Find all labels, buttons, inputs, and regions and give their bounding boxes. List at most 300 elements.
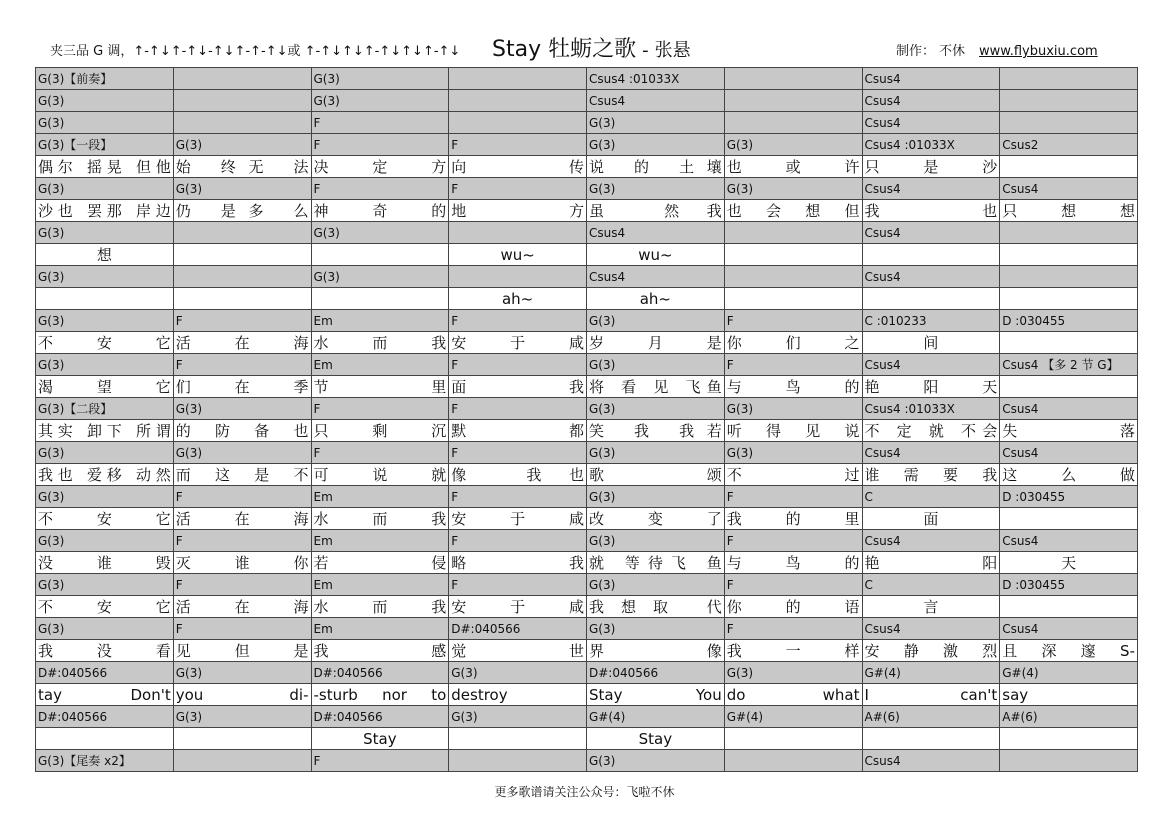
lyric-cell (449, 376, 587, 398)
lyric-text: destroy (451, 685, 508, 704)
chord-cell: Em (311, 310, 449, 332)
lyric-text: 渴 望 它 (38, 378, 171, 396)
lyric-text: 偶尔 摇晃 但他 (38, 158, 171, 176)
chord-cell: Em (311, 618, 449, 640)
lyric-cell (724, 244, 862, 266)
lyric-cell (587, 156, 725, 178)
lyric-text: 活 在 海 (175, 510, 309, 528)
lyric-text: 失 落 (1002, 422, 1135, 440)
lyric-text: 只 剩 沉 (313, 422, 447, 440)
lyric-row (36, 332, 1138, 354)
chord-row (36, 486, 1138, 508)
lyric-row (36, 376, 1138, 398)
lyric-row (36, 640, 1138, 662)
lyric-text: 听 得 见 说 (726, 422, 860, 440)
chord-cell: G(3) (587, 442, 725, 464)
lyric-cell (311, 156, 449, 178)
lyric-text: 神 奇 的 (313, 202, 447, 220)
lyric-cell (449, 288, 587, 310)
lyric-text: 谁 需 要 我 (864, 466, 998, 484)
lyric-cell (724, 464, 862, 486)
chord-cell: Csus4 (1000, 618, 1138, 640)
lyric-cell (173, 464, 311, 486)
lyric-text: Stay (363, 729, 397, 748)
lyric-cell (449, 552, 587, 574)
chord-cell: G(3) (173, 398, 311, 420)
chord-cell: G(3) (311, 68, 449, 90)
lyric-cell (587, 200, 725, 222)
chord-cell: G(3) (36, 442, 174, 464)
lyric-text: 与 鸟 的 (726, 554, 860, 572)
lyric-text: 面 (923, 510, 939, 528)
chord-row (36, 706, 1138, 728)
lyric-text: 我 没 看 (38, 642, 171, 660)
chord-cell: F (311, 398, 449, 420)
lyric-cell (311, 596, 449, 618)
lyric-cell (449, 156, 587, 178)
lyric-cell (36, 332, 174, 354)
chord-cell: F (311, 442, 449, 464)
chord-cell: G(3) (587, 354, 725, 376)
lyric-text: 没 谁 毁 (38, 554, 171, 572)
chord-cell: G(3) (36, 618, 174, 640)
lyric-cell (449, 420, 587, 442)
lyric-cell (587, 508, 725, 530)
lyric-cell (36, 156, 174, 178)
lyric-cell (449, 596, 587, 618)
chord-cell: F (449, 134, 587, 156)
lyric-cell (724, 288, 862, 310)
chord-cell: G(3) (587, 178, 725, 200)
lyric-row (36, 596, 1138, 618)
chord-cell: D#:040566 (587, 662, 725, 684)
lyric-text: 笑 我 我若 (589, 422, 722, 440)
chord-cell (449, 112, 587, 134)
chord-cell (1000, 750, 1138, 772)
chord-cell: Em (311, 530, 449, 552)
lyric-cell (449, 508, 587, 530)
lyric-cell (587, 684, 725, 706)
chord-cell: Csus4 :01033X (862, 398, 1000, 420)
lyric-cell (587, 288, 725, 310)
lyric-cell (311, 244, 449, 266)
chord-cell: Csus4 (862, 90, 1000, 112)
lyric-row (36, 288, 1138, 310)
lyric-text: 界 像 (589, 642, 722, 660)
lyric-text: 就 等待飞 鱼 (589, 554, 722, 572)
lyric-cell (173, 376, 311, 398)
lyric-text: 我 的 里 (726, 510, 860, 528)
chord-cell: G#(4) (1000, 662, 1138, 684)
lyric-text: 沙也 罢那 岸边 (38, 202, 171, 220)
lyric-text: 间 (923, 334, 939, 352)
lyric-cell (449, 640, 587, 662)
lyric-text: 安 于 咸 (451, 598, 584, 616)
chord-cell (724, 266, 862, 288)
chord-cell: G(3) (36, 90, 174, 112)
lyric-text: 活 在 海 (175, 598, 309, 616)
chord-cell: Csus4 (1000, 530, 1138, 552)
chord-cell: G(3) (36, 310, 174, 332)
lyric-row (36, 420, 1138, 442)
lyric-cell (1000, 288, 1138, 310)
lyric-text: ah~ (501, 289, 534, 308)
chord-row (36, 134, 1138, 156)
chord-cell: Em (311, 574, 449, 596)
chord-cell: G(3) (587, 398, 725, 420)
lyric-text: 天 (1061, 554, 1077, 572)
lyric-text: 仍 是多 么 (175, 202, 309, 220)
lyric-text: -sturb nor to (313, 685, 447, 704)
chord-cell: C (862, 574, 1000, 596)
lyric-cell (311, 200, 449, 222)
chord-cell (724, 90, 862, 112)
chord-cell: Csus4 (862, 266, 1000, 288)
lyric-cell (862, 332, 1000, 354)
lyric-text: say (1002, 685, 1029, 704)
chord-cell: G#(4) (862, 662, 1000, 684)
lyric-cell (311, 376, 449, 398)
chord-cell: G(3) (173, 178, 311, 200)
chord-row (36, 266, 1138, 288)
lyric-cell (1000, 420, 1138, 442)
title-separator: - (642, 40, 649, 61)
chord-cell (449, 750, 587, 772)
chord-cell (173, 90, 311, 112)
chord-cell: F (449, 530, 587, 552)
lyric-row (36, 552, 1138, 574)
lyric-text: 灭 谁 你 (175, 554, 309, 572)
lyric-cell (36, 376, 174, 398)
chord-cell (173, 266, 311, 288)
lyric-text: 我 也 (864, 202, 998, 220)
lyric-cell (862, 596, 1000, 618)
lyric-text: 言 (923, 598, 939, 616)
lyric-cell (449, 200, 587, 222)
chord-cell: G#(4) (587, 706, 725, 728)
lyric-cell (862, 508, 1000, 530)
lyric-text: 始 终无 法 (175, 158, 309, 176)
lyric-cell (36, 552, 174, 574)
lyric-text: 不 安 它 (38, 598, 171, 616)
lyric-text: 节 里 (313, 378, 447, 396)
chord-cell: G(3) (587, 750, 725, 772)
lyric-text: Stay (638, 729, 673, 748)
lyric-cell (173, 332, 311, 354)
chord-cell: G(3) (36, 266, 174, 288)
chord-cell: Csus4 (862, 354, 1000, 376)
lyric-cell (36, 728, 174, 750)
lyric-row (36, 728, 1138, 750)
lyric-cell (311, 508, 449, 530)
lyric-text: 水 而 我 (313, 334, 447, 352)
lyric-text: 将 看 见 飞鱼 (589, 378, 722, 396)
chord-cell: G(3) (449, 706, 587, 728)
lyric-text: 安 于 咸 (451, 334, 584, 352)
chord-cell (173, 222, 311, 244)
chord-cell: F (449, 574, 587, 596)
chord-cell: G(3) (311, 222, 449, 244)
lyric-text: 安 于 咸 (451, 510, 584, 528)
chord-cell: G(3) (311, 266, 449, 288)
strum-pattern: 夹三品 G 调，↑-↑↓↑-↑↓-↑↓↑-↑-↑↓或 ↑-↑↓↑↓↑-↑↓↑↓↑-↑↓ (50, 44, 461, 59)
chord-cell: F (449, 178, 587, 200)
lyric-text: 面 我 (451, 378, 584, 396)
lyric-cell (862, 244, 1000, 266)
lyric-text: 略 我 (451, 554, 584, 572)
lyric-cell (724, 420, 862, 442)
lyric-cell (862, 288, 1000, 310)
chord-cell: G(3) (724, 442, 862, 464)
lyric-text: I can't (864, 685, 998, 704)
chord-cell: Csus4 【多 2 节 G】 (1000, 354, 1138, 376)
lyric-text: 见 但 是 (175, 642, 309, 660)
lyric-cell (36, 464, 174, 486)
chord-cell: D :030455 (1000, 310, 1138, 332)
lyric-text: 们 在 季 (175, 378, 309, 396)
chord-cell: F (724, 310, 862, 332)
credit-label: 制作： (896, 44, 936, 59)
chord-row (36, 662, 1138, 684)
lyric-cell (449, 244, 587, 266)
lyric-cell (724, 684, 862, 706)
lyric-cell (862, 200, 1000, 222)
chord-cell (449, 266, 587, 288)
credit-name: 不休 (939, 44, 966, 59)
lyric-cell (587, 244, 725, 266)
lyric-cell (862, 684, 1000, 706)
lyric-text: 不 安 它 (38, 510, 171, 528)
lyric-cell (1000, 552, 1138, 574)
chord-cell: Csus4 (862, 68, 1000, 90)
chord-cell: F (311, 750, 449, 772)
chord-cell (1000, 222, 1138, 244)
lyric-cell (724, 376, 862, 398)
chord-cell: Csus4 (862, 618, 1000, 640)
lyric-cell (724, 200, 862, 222)
lyric-text: 这 么 做 (1002, 466, 1135, 484)
song-title: Stay 牡蛎之歌 (492, 37, 637, 62)
lyric-cell (1000, 728, 1138, 750)
lyric-row (36, 508, 1138, 530)
chord-row (36, 310, 1138, 332)
chord-cell: G(3)【二段】 (36, 398, 174, 420)
chord-sheet-table (35, 67, 1138, 772)
lyric-text: Stay You (589, 685, 722, 704)
lyric-cell (1000, 464, 1138, 486)
chord-cell: F (173, 310, 311, 332)
lyric-text: 你 的 语 (726, 598, 860, 616)
lyric-cell (311, 288, 449, 310)
chord-cell (449, 68, 587, 90)
chord-cell: C :010233 (862, 310, 1000, 332)
lyric-cell (36, 640, 174, 662)
chord-cell: F (724, 486, 862, 508)
lyric-text: 的 防 备 也 (175, 422, 309, 440)
lyric-cell (173, 156, 311, 178)
lyric-cell (862, 156, 1000, 178)
chord-cell: F (449, 442, 587, 464)
chord-cell: G(3)【尾奏 x2】 (36, 750, 174, 772)
lyric-text: 决 定 方 (313, 158, 447, 176)
chord-cell: D#:040566 (36, 706, 174, 728)
chord-row (36, 354, 1138, 376)
chord-row (36, 68, 1138, 90)
chord-cell: G(3) (36, 530, 174, 552)
chord-cell: D#:040566 (311, 706, 449, 728)
chord-cell: Csus4 (862, 178, 1000, 200)
chord-cell: G(3) (36, 574, 174, 596)
lyric-text: 其实 卸下 所谓 (38, 422, 171, 440)
lyric-text: 只 是 沙 (864, 158, 998, 176)
chord-cell: Csus4 :01033X (587, 68, 725, 90)
chord-cell: G(3) (173, 662, 311, 684)
lyric-row (36, 244, 1138, 266)
lyric-cell (1000, 332, 1138, 354)
chord-cell: Csus4 :01033X (862, 134, 1000, 156)
chord-cell: F (449, 398, 587, 420)
lyric-text: 可 说 就 (313, 466, 447, 484)
lyric-cell (36, 244, 174, 266)
chord-cell: Csus4 (1000, 442, 1138, 464)
lyric-cell (173, 684, 311, 706)
chord-cell: G(3)【前奏】 (36, 68, 174, 90)
chord-cell: F (173, 486, 311, 508)
chord-cell: F (173, 574, 311, 596)
lyric-text: 虽 然我 (589, 202, 722, 220)
sheet-header (0, 30, 1169, 66)
lyric-row (36, 684, 1138, 706)
lyric-text: 且 深 邃 S- (1002, 642, 1135, 660)
lyric-cell (587, 640, 725, 662)
lyric-cell (1000, 244, 1138, 266)
lyric-cell (724, 156, 862, 178)
footer-note: 更多歌谱请关注公众号：飞啦不休 (494, 785, 675, 799)
lyric-cell (173, 508, 311, 530)
lyric-row (36, 156, 1138, 178)
lyric-cell (1000, 640, 1138, 662)
lyric-text: 而 这 是 不 (175, 466, 309, 484)
lyric-text: 我也 爱移 动然 (38, 466, 171, 484)
chord-cell: D#:040566 (311, 662, 449, 684)
chord-cell: G(3) (36, 354, 174, 376)
chord-cell: G(3) (587, 618, 725, 640)
lyric-cell (36, 288, 174, 310)
chord-cell: F (724, 530, 862, 552)
lyric-text: 歌 颂 (589, 466, 722, 484)
chord-cell: Csus4 (862, 442, 1000, 464)
chord-cell (173, 68, 311, 90)
lyric-cell (173, 200, 311, 222)
chord-cell: G(3) (587, 310, 725, 332)
lyric-text: 与 鸟 的 (726, 378, 860, 396)
lyric-cell (724, 552, 862, 574)
lyric-cell (587, 420, 725, 442)
lyric-cell (1000, 596, 1138, 618)
chord-row (36, 90, 1138, 112)
song-title-block (492, 32, 691, 63)
lyric-text: 水 而 我 (313, 598, 447, 616)
lyric-cell (1000, 156, 1138, 178)
lyric-cell (36, 684, 174, 706)
lyric-cell (173, 596, 311, 618)
chord-cell: Csus4 (587, 222, 725, 244)
lyric-cell (724, 728, 862, 750)
chord-cell: F (311, 134, 449, 156)
lyric-text: 活 在 海 (175, 334, 309, 352)
chord-sheet-body (36, 68, 1138, 772)
chord-cell: G(3) (36, 178, 174, 200)
lyric-cell (1000, 200, 1138, 222)
lyric-text: wu~ (638, 245, 673, 264)
lyric-text: 觉 世 (451, 642, 584, 660)
chord-cell: G(3) (36, 222, 174, 244)
chord-cell: F (724, 574, 862, 596)
chord-cell (449, 90, 587, 112)
lyric-text: 不 安 它 (38, 334, 171, 352)
chord-row (36, 574, 1138, 596)
chord-cell: G(3) (173, 134, 311, 156)
lyric-cell (311, 420, 449, 442)
chord-cell: Em (311, 354, 449, 376)
chord-cell: F (724, 618, 862, 640)
lyric-cell (449, 684, 587, 706)
lyric-cell (173, 552, 311, 574)
lyric-cell (449, 728, 587, 750)
lyric-cell (311, 728, 449, 750)
lyric-cell (862, 420, 1000, 442)
lyric-text: do what (726, 685, 860, 704)
chord-row (36, 222, 1138, 244)
chord-cell (724, 750, 862, 772)
chord-cell: G(3) (724, 398, 862, 420)
chord-cell: F (449, 354, 587, 376)
lyric-cell (587, 596, 725, 618)
chord-cell: D :030455 (1000, 486, 1138, 508)
lyric-text: 改 变 了 (589, 510, 722, 528)
lyric-text: you di- (175, 685, 309, 704)
lyric-cell (587, 728, 725, 750)
lyric-cell (724, 596, 862, 618)
chord-cell: F (724, 354, 862, 376)
lyric-text: 安 静 激 烈 (864, 642, 998, 660)
lyric-text: ah~ (639, 289, 672, 308)
lyric-cell (36, 420, 174, 442)
chord-row (36, 530, 1138, 552)
chord-cell: G(3) (724, 178, 862, 200)
chord-cell: Csus2 (1000, 134, 1138, 156)
lyric-text: 说 的 土壤 (589, 158, 722, 176)
chord-cell: F (173, 530, 311, 552)
lyric-cell (173, 420, 311, 442)
credit-block (896, 40, 1098, 59)
lyric-text: 艳 阳 (864, 554, 998, 572)
chord-cell: F (173, 618, 311, 640)
lyric-cell (311, 332, 449, 354)
lyric-cell (311, 464, 449, 486)
chord-cell: G(3) (587, 112, 725, 134)
lyric-cell (587, 332, 725, 354)
chord-cell (724, 112, 862, 134)
lyric-text: 我 一 样 (726, 642, 860, 660)
lyric-cell (311, 684, 449, 706)
chord-row (36, 398, 1138, 420)
chord-cell: F (311, 178, 449, 200)
website-link[interactable]: www.flybuxiu.com (979, 44, 1098, 59)
lyric-cell (1000, 684, 1138, 706)
lyric-cell (862, 464, 1000, 486)
chord-cell: G#(4) (724, 706, 862, 728)
